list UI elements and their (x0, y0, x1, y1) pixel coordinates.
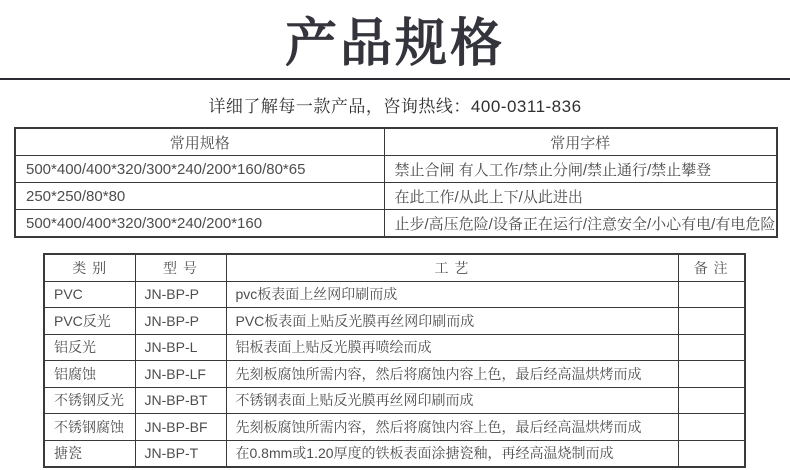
process-cell-r3-c1: JN-BP-LF (135, 361, 226, 388)
process-table-head (44, 254, 745, 281)
process-cell-r5-c3 (678, 414, 745, 441)
common-spec-header-col-1: 常用字样 (384, 128, 777, 156)
process-cell-r3-c2: 先刻板腐蚀所需内容，然后将腐蚀内容上色，最后经高温烘烤而成 (226, 361, 678, 388)
process-header-col-3: 备 注 (678, 254, 745, 281)
hotline-subtitle: 详细了解每一款产品，咨询热线：400-0311-836 (208, 97, 582, 116)
process-cell-r0-c0: PVC (44, 281, 135, 308)
common-spec-row-2 (15, 210, 777, 238)
process-header-col-2: 工 艺 (226, 254, 678, 281)
process-table (43, 253, 746, 468)
common-spec-row-1 (15, 183, 777, 210)
common-spec-cell-r1-c1: 在此工作/从此上下/从此进出 (384, 183, 777, 210)
process-row-4 (44, 387, 745, 414)
process-cell-r5-c1: JN-BP-BF (135, 414, 226, 441)
process-row-3 (44, 361, 745, 388)
process-table-body (44, 281, 745, 467)
process-cell-r6-c3 (678, 440, 745, 467)
common-spec-table-head (15, 128, 777, 156)
process-cell-r5-c2: 先刻板腐蚀所需内容，然后将腐蚀内容上色，最后经高温烘烤而成 (226, 414, 678, 441)
common-spec-cell-r0-c1: 禁止合闸 有人工作/禁止分闸/禁止通行/禁止攀登 (384, 156, 777, 183)
process-row-1 (44, 308, 745, 335)
process-row-6 (44, 440, 745, 467)
process-cell-r2-c3 (678, 334, 745, 361)
common-spec-row-0 (15, 156, 777, 183)
process-cell-r4-c0: 不锈钢反光 (44, 387, 135, 414)
process-row-5 (44, 414, 745, 441)
common-spec-cell-r0-c0: 500*400/400*320/300*240/200*160/80*65 (15, 156, 384, 183)
process-header-col-0: 类 别 (44, 254, 135, 281)
process-cell-r3-c3 (678, 361, 745, 388)
process-cell-r0-c2: pvc板表面上丝网印刷而成 (226, 281, 678, 308)
process-cell-r0-c3 (678, 281, 745, 308)
common-spec-table-body (15, 156, 777, 238)
common-spec-cell-r1-c0: 250*250/80*80 (15, 183, 384, 210)
process-cell-r1-c3 (678, 308, 745, 335)
process-cell-r2-c1: JN-BP-L (135, 334, 226, 361)
process-cell-r1-c1: JN-BP-P (135, 308, 226, 335)
process-cell-r6-c1: JN-BP-T (135, 440, 226, 467)
common-spec-cell-r2-c1: 止步/高压危险/设备正在运行/注意安全/小心有电/有电危险 (384, 210, 777, 238)
common-spec-header-row (15, 128, 777, 156)
process-cell-r5-c0: 不锈钢腐蚀 (44, 414, 135, 441)
process-cell-r1-c2: PVC板表面上贴反光膜再丝网印刷而成 (226, 308, 678, 335)
process-cell-r2-c0: 铝反光 (44, 334, 135, 361)
process-cell-r4-c3 (678, 387, 745, 414)
common-spec-cell-r2-c0: 500*400/400*320/300*240/200*160 (15, 210, 384, 238)
process-cell-r6-c2: 在0.8mm或1.20厚度的铁板表面涂搪瓷釉，再经高温烧制而成 (226, 440, 678, 467)
process-header-col-1: 型 号 (135, 254, 226, 281)
process-cell-r1-c0: PVC反光 (44, 308, 135, 335)
process-cell-r6-c0: 搪瓷 (44, 440, 135, 467)
process-row-0 (44, 281, 745, 308)
process-cell-r0-c1: JN-BP-P (135, 281, 226, 308)
process-cell-r4-c2: 不锈钢表面上贴反光膜再丝网印刷而成 (226, 387, 678, 414)
process-cell-r2-c2: 铝板表面上贴反光膜再喷绘而成 (226, 334, 678, 361)
process-header-row (44, 254, 745, 281)
process-cell-r3-c0: 铝腐蚀 (44, 361, 135, 388)
common-spec-header-col-0: 常用规格 (15, 128, 384, 156)
process-cell-r4-c1: JN-BP-BT (135, 387, 226, 414)
process-row-2 (44, 334, 745, 361)
common-spec-table (14, 127, 778, 238)
page-title: 产品规格 (284, 15, 505, 73)
